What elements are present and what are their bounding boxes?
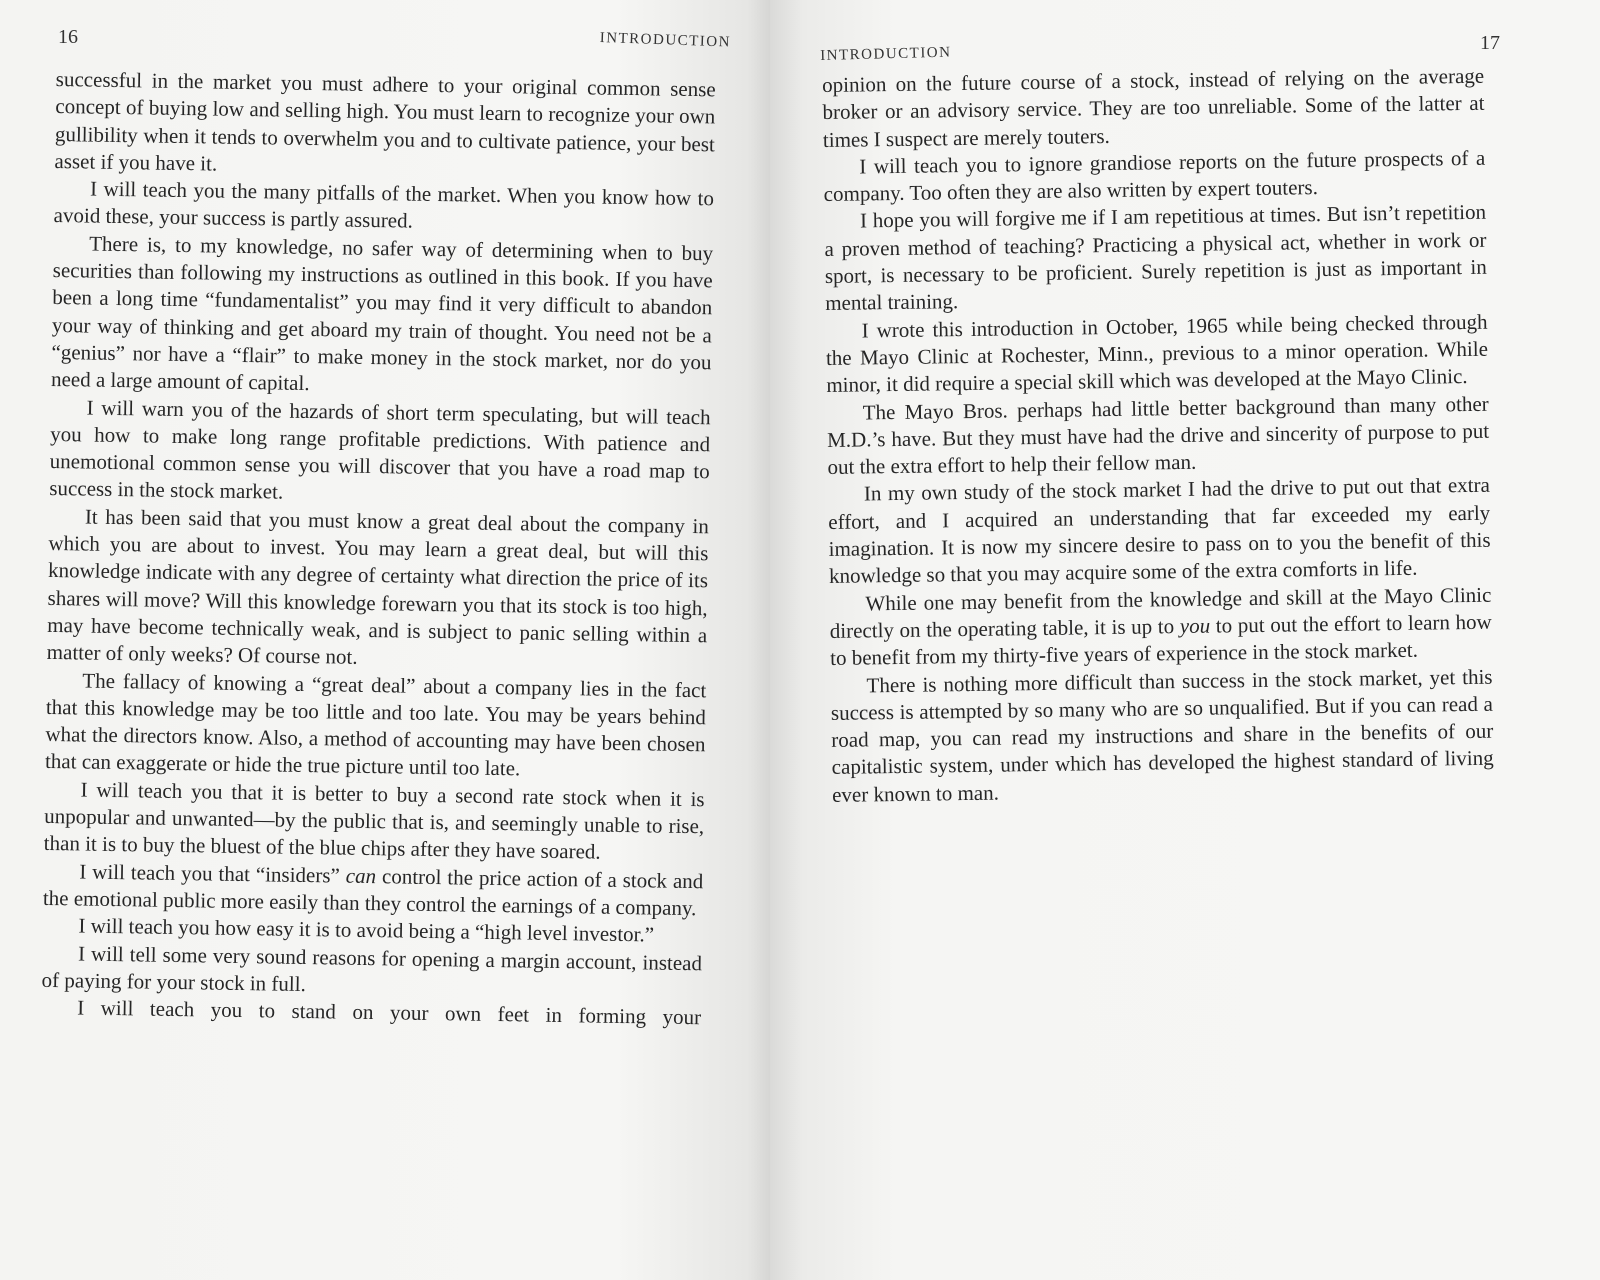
paragraph: I will teach you to ignore grandiose reports on the future prospects of a company. Too often they are also written by expert touters. xyxy=(823,145,1486,207)
right-page-body xyxy=(822,63,1494,809)
paragraph: I will teach you how easy it is to avoid being a “high level investor.” xyxy=(78,913,655,947)
paragraph: There is nothing more difficult than success in the stock market, yet this success is attempted by so many who are so unqualified. But if you can read a road map, you can read my instructions and share in the benefits of our capitalistic system, under which has developed the highest standard of living ever known to man. xyxy=(830,664,1494,807)
paragraph: I will tell some very sound reasons for opening a margin account, instead of paying for your stock in full. xyxy=(41,940,703,996)
paragraph: The fallacy of knowing a “great deal” about a company lies in the fact that this knowledge may be too little and too late. You may be years behind what the directors know. Also, a method of accounting may have been chosen that can exaggerate or hide the true picture until too late. xyxy=(44,668,707,781)
paragraph: I will teach you to stand on your own feet in forming your xyxy=(77,995,702,1030)
running-head: INTRODUCTION xyxy=(820,44,952,64)
paragraph: I will teach you that “insiders” can control the price action of a stock and the emotional public more easily than they control the earnings of a company. xyxy=(42,859,704,921)
paragraph: I will teach you that it is better to buy a second rate stock when it is unpopular and unwanted—by the public that is, and seemingly unable to rise, than it is to buy the bluest of the blue chips after they have soared. xyxy=(43,777,705,864)
paragraph: I hope you will forgive me if I am repetitious at times. But isn’t repetition a proven method of teaching? Practicing a physical act, whether in work or sport, is necessary to be proficient. Surely repetition is just as important in mental training. xyxy=(824,200,1487,316)
paragraph: There is, to my knowledge, no safer way of determining when to buy securities than following my instructions as outlined in this book. If you have been a long time “fundamentalist” you may find it very difficult to abandon your way of thinking and get aboard my train of thought. You need not be a “genius” nor have a “flair” to make money in the stock market, nor do you need a large amount of capital. xyxy=(50,231,714,396)
paragraph: opinion on the future course of a stock, instead of relying on the average broker or an advisory service. They are too unreliable. Some of the latter at times I suspect are merely touters. xyxy=(822,63,1485,152)
right-page xyxy=(770,0,1600,1280)
left-page-body xyxy=(41,66,716,1032)
running-head: INTRODUCTION xyxy=(599,30,732,51)
emphasis: you xyxy=(1179,613,1211,638)
paragraph: I will warn you of the hazards of short term speculating, but will teach you how to make long range profitable predictions. With patience and unemotional common sense you will discover that you have a road map to success in the stock market. xyxy=(49,395,711,505)
paragraph: It has been said that you must know a great deal about the company in which you are about to invest. You may learn a great deal, but will this knowledge indicate with any degree of certainty what direction the price of its shares will move? Will this knowledge forewarn you that its stock is too high, may have become technically weak, and is subject to panic selling within a matter of only weeks? Of course not. xyxy=(46,504,710,670)
paragraph: In my own study of the stock market I had the drive to put out that extra effort, and I acquired an understanding that far exceeded my early imagination. It is now my sincere desire to pass on to you the benefit of this knowledge so that you may acquire some of the extra comforts in life. xyxy=(828,473,1491,589)
emphasis: can xyxy=(345,863,377,888)
paragraph: While one may benefit from the knowledge and skill at the Mayo Clinic directly on the operating table, it is up to you to put out the effort to learn how to benefit from my thirty-five years of experience in the stock market. xyxy=(829,582,1492,671)
left-page xyxy=(0,0,770,1280)
page-number: 16 xyxy=(58,26,78,48)
paragraph: I wrote this introduction in October, 1965 while being checked through the Mayo Clinic at Rochester, Minn., previous to a minor operation. While minor, it did require a special skill which was developed at the Mayo Clinic. xyxy=(825,309,1489,398)
paragraph: successful in the market you must adhere to your original common sense concept of buying low and selling high. You must learn to recognize your own gullibility when it tends to overwhelm you and to cultivate patience, your best asset if you have it. xyxy=(54,66,716,176)
paragraph: The Mayo Bros. perhaps had little better background than many other M.D.’s have. But they must have had the drive and sincerity of purpose to put out the extra effort to help their fellow man. xyxy=(826,391,1490,480)
paragraph: I will teach you the many pitfalls of the market. When you know how to avoid these, your success is partly assured. xyxy=(53,176,715,234)
page-number: 17 xyxy=(1480,32,1500,54)
